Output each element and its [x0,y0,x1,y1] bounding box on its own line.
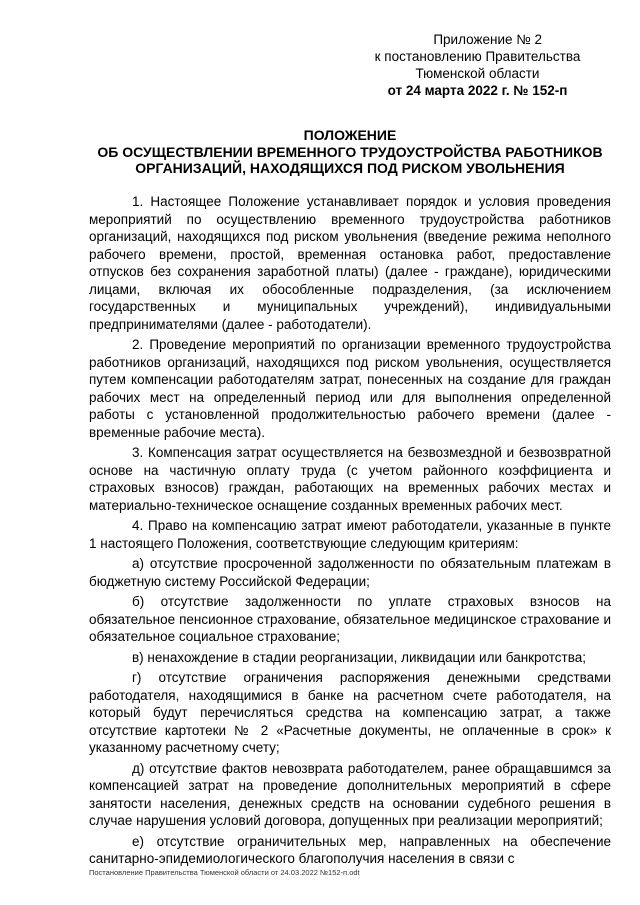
criterion-e: е) отсутствие ограничительных мер, направленных на обеспечение санитарно-эпидемиологического благополучия населения в связи с [89,833,611,866]
appendix-date-number: от 24 марта 2022 г. № 152-п [387,83,568,98]
criterion-a: а) отсутствие просроченной задолженности по обязательным платежам в бюджетную систему Российской Федерации; [89,556,611,589]
paragraph-3: 3. Компенсация затрат осуществляется на безвозмездной и безвозвратной основе на частичную оплату труда (с учетом районного коэффициента и страховых взносов) граждан, работающих на временных рабочих местах и материально-техническое оснащение созданных временных рабочих мест. [89,445,611,513]
appendix-region: Тюменской области [415,66,540,81]
document-body [89,193,611,871]
criterion-v: в) ненахождение в стадии реорганизации, ликвидации или банкротства; [132,649,587,665]
title-line-3: ОРГАНИЗАЦИЙ, НАХОДЯЩИХСЯ ПОД РИСКОМ УВОЛЬНЕНИЯ [135,160,565,176]
title-line-2: ОБ ОСУЩЕСТВЛЕНИИ ВРЕМЕННОГО ТРУДОУСТРОЙСТВА РАБОТНИКОВ [97,143,603,160]
criterion-b: б) отсутствие задолженности по уплате страховых взносов на обязательное пенсионное страхование, обязательное медицинское страхование и обязательное социальное страхование; [89,594,611,644]
appendix-header [360,31,595,99]
paragraph-2: 2. Проведение мероприятий по организации временного трудоустройства работников организаций, находящихся под риском увольнения, осуществляется путем компенсации работодателям затрат, понесенных на создание для граждан рабочих мест на определенный период или для выполнения определенной работы с установленной продолжительностью рабочего времени (далее - временные рабочие места). [89,337,611,440]
file-footer: Постановление Правительства Тюменской области от 24.03.2022 №152-п.odt [89,868,360,877]
appendix-reference: к постановлению Правительства [374,49,581,64]
paragraph-1: 1. Настоящее Положение устанавливает порядок и условия проведения мероприятий по осуществлению временного трудоустройства работников организаций, находящихся под риском увольнения (введение режима неполного рабочего времени, простой, временная остановка работ, предоставление отпусков без сохранения заработной платы) (далее - граждане), юридическими лицами, включая их обособленные подразделения, (за исключением государственных и муниципальных учреждений), индивидуальными предпринимателями (далее - работодатели). [89,194,611,332]
appendix-number: Приложение № 2 [433,32,542,47]
paragraph-4: 4. Право на компенсацию затрат имеют работодатели, указанные в пункте 1 настоящего Положения, соответствующие следующим критериям: [89,518,611,551]
criterion-d: д) отсутствие фактов невозврата работодателем, ранее обращавшимся за компенсацией затрат на проведение дополнительных мероприятий в сфере занятости населения, денежных средств на основании судебного решения в случае нарушения условий договора, допущенных при реализации мероприятий; [89,760,611,828]
criterion-g: г) отсутствие ограничения распоряжения денежными средствами работодателя, находящимися в банке на расчетном счете работодателя, на который будут перечисляться средства на компенсацию затрат, а также отсутствие картотеки № 2 «Расчетные документы, не оплаченные в срок» к указанному расчетному счету; [89,670,611,755]
document-title [80,127,620,177]
title-line-1: ПОЛОЖЕНИЕ [303,127,397,143]
